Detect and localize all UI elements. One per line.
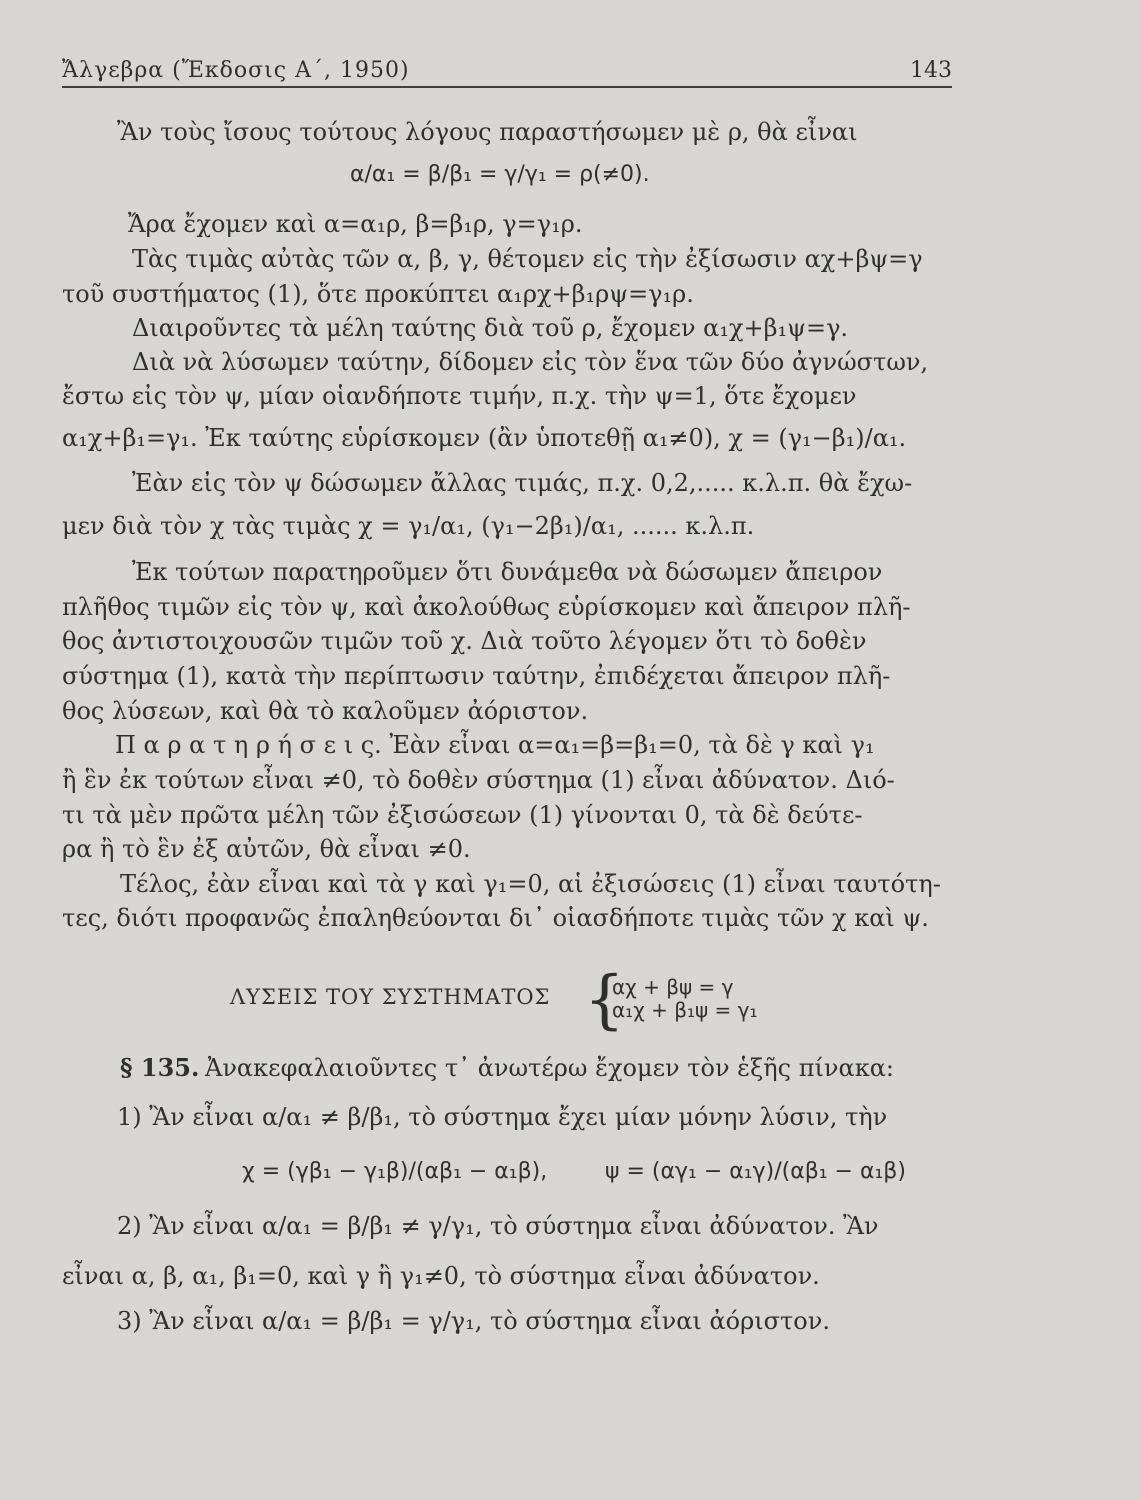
body-line-16: θος λύσεων, καὶ θὰ τὸ καλοῦμεν ἀόριστον.: [62, 697, 589, 725]
body-line-7: Διὰ νὰ λύσωμεν ταύτην, δίδομεν εἰς τὸν ἕνα τῶν δύο ἀγνώστων,: [132, 348, 929, 376]
body-line-8: ἔστω εἰς τὸν ψ, μίαν οἱανδήποτε τιμήν, π.χ. τὴν ψ=1, ὅτε ἔχομεν: [62, 382, 857, 410]
case-1-x-formula: χ = (γβ₁ − γ₁β)/(αβ₁ − α₁β),: [242, 1159, 548, 1184]
body-line-12: Ἐκ τούτων παρατηροῦμεν ὅτι δυνάμεθα νὰ δώσωμεν ἄπειρον: [132, 558, 883, 586]
header-title: Ἄλγεβρα (Ἔκδοσις Α΄, 1950): [62, 58, 410, 83]
case-3-line: 3) Ἂν εἶναι α/α₁ = β/β₁ = γ/γ₁, τὸ σύστημα εἶναι ἀόριστον.: [117, 1307, 830, 1335]
body-line-11: μεν διὰ τὸν χ τὰς τιμὰς χ = γ₁/α₁, (γ₁−2β₁)/α₁, ...... κ.λ.π.: [62, 512, 755, 540]
body-line-20: ρα ἢ τὸ ἓν ἐξ αὐτῶν, θὰ εἶναι ≠0.: [62, 835, 471, 863]
body-line-9: α₁χ+β₁=γ₁. Ἐκ ταύτης εὑρίσκομεν (ἂν ὑποτεθῇ α₁≠0), χ = (γ₁−β₁)/α₁.: [62, 424, 907, 452]
case-2-line-1: 2) Ἂν εἶναι α/α₁ = β/β₁ ≠ γ/γ₁, τὸ σύστημα εἶναι ἀδύνατον. Ἂν: [117, 1212, 879, 1240]
system-equation-1: αχ + βψ = γ: [612, 975, 734, 999]
body-line-21: Τέλος, ἐὰν εἶναι καὶ τὰ γ καὶ γ₁=0, αἱ ἐξισώσεις (1) εἶναι ταυτότη-: [120, 870, 941, 898]
body-line-5: τοῦ συστήματος (1), ὅτε προκύπτει α₁ρχ+β₁ρψ=γ₁ρ.: [62, 280, 694, 308]
case-1-y-formula: ψ = (αγ₁ − α₁γ)/(αβ₁ − α₁β): [605, 1159, 906, 1184]
body-line-15: σύστημα (1), κατὰ τὴν περίπτωσιν ταύτην, ἐπιδέχεται ἄπειρον πλῆ-: [62, 662, 891, 690]
section-title: ΛΥΣΕΙΣ ΤΟΥ ΣΥΣΤΗΜΑΤΟΣ: [230, 985, 551, 1009]
page-number: 143: [910, 58, 952, 83]
body-line-18: ἢ ἓν ἐκ τούτων εἶναι ≠0, τὸ δοθὲν σύστημα (1) εἶναι ἀδύνατον. Διό-: [62, 766, 895, 794]
case-2-line-2: εἶναι α, β, α₁, β₁=0, καὶ γ ἢ γ₁≠0, τὸ σύστημα εἶναι ἀδύνατον.: [62, 1262, 820, 1290]
header: [62, 56, 952, 88]
system-brace: {: [584, 963, 625, 1037]
system-equation-2: α₁χ + β₁ψ = γ₁: [612, 998, 758, 1022]
body-line-6: Διαιροῦντες τὰ μέλη ταύτης διὰ τοῦ ρ, ἔχομεν α₁χ+β₁ψ=γ.: [132, 314, 849, 342]
body-line-4: Τὰς τιμὰς αὐτὰς τῶν α, β, γ, θέτομεν εἰς τὴν ἐξίσωσιν αχ+βψ=γ: [132, 245, 923, 273]
section-text: Ἀνακεφαλαιοῦντες τ᾽ ἀνωτέρω ἔχομεν τὸν ἑξῆς πίνακα:: [205, 1054, 894, 1082]
section-heading: § 135.: [120, 1053, 200, 1082]
body-line-3: Ἄρα ἔχομεν καὶ α=α₁ρ, β=β₁ρ, γ=γ₁ρ.: [128, 210, 583, 238]
body-line-1: Ἂν τοὺς ἴσους τούτους λόγους παραστήσωμεν μὲ ρ, θὰ εἶναι: [117, 118, 858, 146]
body-line-14: θος ἀντιστοιχουσῶν τιμῶν τοῦ χ. Διὰ τοῦτο λέγομεν ὅτι τὸ δοθὲν: [62, 627, 867, 655]
body-line-10: Ἐὰν εἰς τὸν ψ δώσωμεν ἄλλας τιμάς, π.χ. 0,2,..... κ.λ.π. θὰ ἔχω-: [132, 469, 913, 497]
case-1-line-1: 1) Ἂν εἶναι α/α₁ ≠ β/β₁, τὸ σύστημα ἔχει μίαν μόνην λύσιν, τὴν: [117, 1103, 888, 1131]
body-line-13: πλῆθος τιμῶν εἰς τὸν ψ, καὶ ἀκολούθως εὑρίσκομεν καὶ ἄπειρον πλῆ-: [62, 593, 911, 621]
body-line-2: α/α₁ = β/β₁ = γ/γ₁ = ρ(≠0).: [350, 162, 650, 187]
body-line-19: τι τὰ μὲν πρῶτα μέλη τῶν ἐξισώσεων (1) γίνονται 0, τὰ δὲ δεύτε-: [62, 801, 863, 829]
body-line-22: τες, διότι προφανῶς ἐπαληθεύονται δι᾽ οἱασδήποτε τιμὰς τῶν χ καὶ ψ.: [62, 904, 929, 932]
body-line-17: Π α ρ α τ η ρ ή σ ε ι ς. Ἐὰν εἶναι α=α₁=β=β₁=0, τὰ δὲ γ καὶ γ₁: [115, 731, 875, 759]
